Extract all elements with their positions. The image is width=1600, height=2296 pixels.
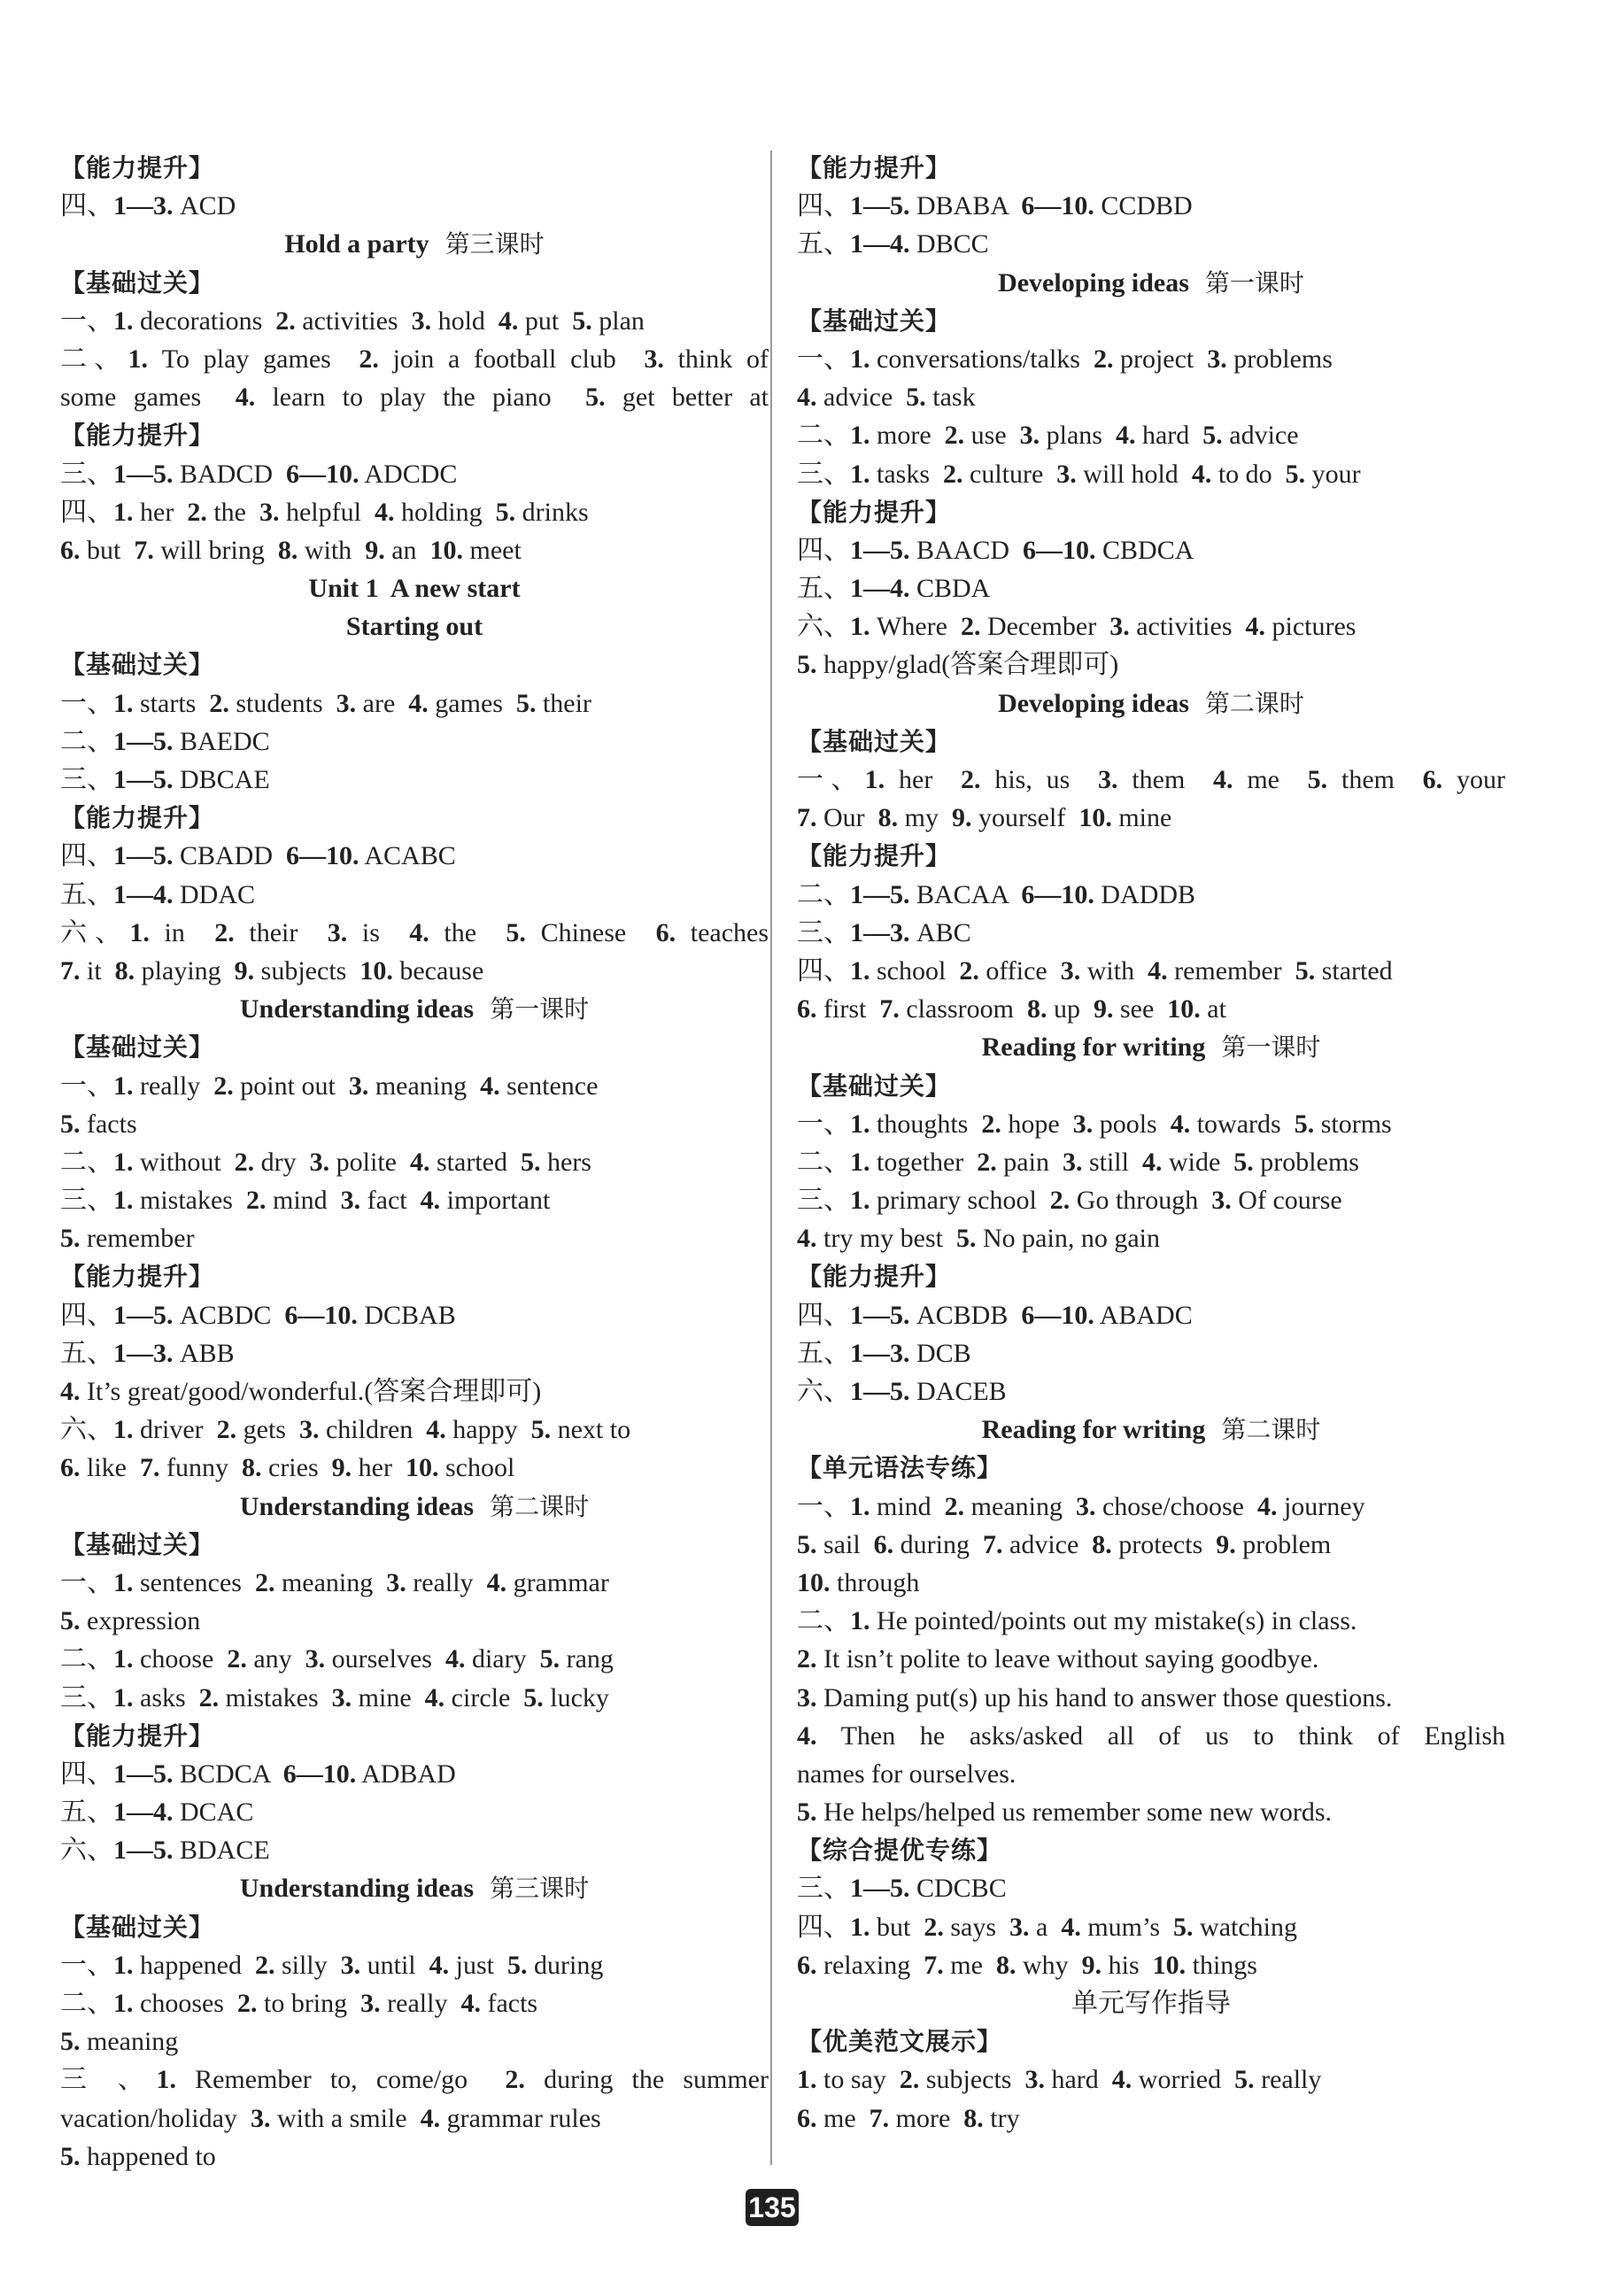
lesson-title-en: Starting out <box>345 612 483 642</box>
lesson-title-cn: 第二课时 <box>1221 1415 1321 1445</box>
lesson-title <box>797 1411 1505 1449</box>
answer-line: 6. but 7. will bring 8. with 9. an 10. meet <box>60 535 522 565</box>
answer-line: 六、1. Where 2. December 3. activities 4. pictures <box>797 612 1357 642</box>
lesson-title <box>60 1488 769 1526</box>
answer-line: 二、1. together 2. pain 3. still 4. wide 5. problems <box>797 1147 1359 1177</box>
section-heading: 【单元语法专练】 <box>797 1453 1003 1483</box>
section-heading: 【综合提优专练】 <box>797 1836 1003 1866</box>
answer-line: 2. It isn’t polite to leave without saying goodbye. <box>797 1644 1319 1674</box>
lesson-title-cn: 第三课时 <box>490 1874 590 1904</box>
answer-line: 7. it 8. playing 9. subjects 10. because <box>60 955 484 986</box>
lesson-title-cn: 第二课时 <box>490 1491 590 1521</box>
lesson-title-en: Unit 1 A new start <box>308 574 521 604</box>
section-heading: 【基础过关】 <box>60 1912 215 1942</box>
section-heading: 【能力提升】 <box>797 841 952 871</box>
lesson-title-en: 单元写作指导 <box>1071 1989 1231 2018</box>
answer-line: 一、1. sentences 2. meaning 3. really 4. grammar <box>60 1567 609 1597</box>
answer-line: 5. happened to <box>60 2141 216 2171</box>
answer-line: 三、1—5. BADCD 6—10. ADCDC <box>60 459 458 489</box>
lesson-title <box>60 569 769 607</box>
section-heading: 【基础过关】 <box>797 1071 952 1101</box>
lesson-title-cn: 第三课时 <box>444 229 545 259</box>
answer-line: 四、1. school 2. office 3. with 4. remember 5. started <box>797 955 1393 986</box>
answer-line: 二、1. To play games 2. join a football club 3. think of <box>60 344 769 374</box>
lesson-title-cn: 第一课时 <box>1204 267 1304 298</box>
answer-line: 二、1. He pointed/points out my mistake(s) in class. <box>797 1606 1357 1636</box>
answer-line: 5. sail 6. during 7. advice 8. protects 9. problem <box>797 1529 1332 1559</box>
lesson-title-en: Reading for writing <box>981 1415 1206 1445</box>
lesson-title-en: Understanding ideas <box>239 1491 475 1521</box>
lesson-title-en: Reading for writing <box>981 1032 1206 1063</box>
answer-line: 四、1—5. ACBDB 6—10. ABADC <box>797 1300 1193 1330</box>
answer-line: 二、1. choose 2. any 3. ourselves 4. diary 5. rang <box>60 1644 614 1674</box>
answer-line: 5. remember <box>60 1224 195 1254</box>
answer-line: 一、1. decorations 2. activities 3. hold 4. put 5. plan <box>60 305 645 336</box>
answer-line: 5. expression <box>60 1606 201 1636</box>
answer-line: 4. advice 5. task <box>797 383 976 413</box>
lesson-title-cn: 第一课时 <box>490 994 590 1024</box>
section-heading: 【基础过关】 <box>60 267 215 298</box>
answer-line: 一、1. happened 2. silly 3. until 4. just 5. during <box>60 1950 604 1980</box>
section-heading: 【能力提升】 <box>60 153 215 182</box>
section-heading: 【基础过关】 <box>60 1032 215 1063</box>
answer-line: 一、1. her 2. his, us 3. them 4. me 5. them 6. your <box>797 765 1505 794</box>
answer-line: 五、1—3. DCB <box>797 1338 971 1368</box>
answer-line: 五、1—4. CBDA <box>797 574 991 604</box>
lesson-title <box>60 607 769 646</box>
answer-line: 三 、1. Remember to, come/go 2. during the summer <box>60 2065 769 2095</box>
lesson-title <box>60 990 769 1028</box>
answer-line: 四、1—5. CBADD 6—10. ACABC <box>60 841 456 871</box>
answer-line: 6. relaxing 7. me 8. why 9. his 10. things <box>797 1950 1257 1980</box>
answer-line: 五、1—3. ABB <box>60 1338 235 1368</box>
answer-line: 一、1. mind 2. meaning 3. chose/choose 4. journey <box>797 1491 1365 1521</box>
lesson-title <box>60 225 769 263</box>
answer-line: 二、1. more 2. use 3. plans 4. hard 5. advice <box>797 421 1299 451</box>
section-heading: 【能力提升】 <box>60 1720 215 1751</box>
answer-line: 五、1—4. DBCC <box>797 229 989 259</box>
lesson-title-en: Understanding ideas <box>239 994 475 1024</box>
answer-line: 五、1—4. DDAC <box>60 879 256 909</box>
answer-line: names for ourselves. <box>797 1759 1016 1789</box>
answer-line: 四、1—5. ACBDC 6—10. DCBAB <box>60 1300 456 1330</box>
answer-line: 三、1—5. DBCAE <box>60 765 270 794</box>
answer-line: 6. me 7. more 8. try <box>797 2103 1020 2133</box>
section-heading: 【基础过关】 <box>60 650 215 680</box>
answer-line: 5. meaning <box>60 2027 179 2057</box>
section-heading: 【基础过关】 <box>797 726 952 756</box>
section-heading: 【能力提升】 <box>797 1262 952 1292</box>
lesson-title-en: Developing ideas <box>998 688 1189 718</box>
answer-line: 二、1. without 2. dry 3. polite 4. started 5. hers <box>60 1147 591 1177</box>
answer-line: 四、1—5. BAACD 6—10. CBDCA <box>797 535 1194 565</box>
answer-line: some games 4. learn to play the piano 5. get better at <box>60 383 769 413</box>
answer-line: 三、1. tasks 2. culture 3. will hold 4. to do 5. your <box>797 459 1361 489</box>
answer-line: 4. try my best 5. No pain, no gain <box>797 1224 1160 1254</box>
answer-line: 5. He helps/helped us remember some new words. <box>797 1797 1333 1828</box>
answer-line: 四、1. her 2. the 3. helpful 4. holding 5. drinks <box>60 497 589 527</box>
lesson-title <box>60 1869 769 1907</box>
right-column <box>797 149 1505 2138</box>
section-heading: 【能力提升】 <box>60 803 215 833</box>
answer-line: 一、1. conversations/talks 2. project 3. problems <box>797 344 1333 374</box>
answer-line: 6. first 7. classroom 8. up 9. see 10. at <box>797 994 1226 1024</box>
answer-line: 5. happy/glad(答案合理即可) <box>797 650 1119 680</box>
answer-line: vacation/holiday 3. with a smile 4. grammar rules <box>60 2103 601 2133</box>
answer-line: 4. It’s great/good/wonderful.(答案合理即可) <box>60 1377 542 1406</box>
answer-line: 6. like 7. funny 8. cries 9. her 10. school <box>60 1453 515 1483</box>
answer-line: 10. through <box>797 1567 920 1597</box>
answer-line: 二、1. chooses 2. to bring 3. really 4. facts <box>60 1989 538 2018</box>
answer-line: 四、1—5. DBABA 6—10. CCDBD <box>797 191 1193 221</box>
answer-line: 一、1. starts 2. students 3. are 4. games 5. their <box>60 688 591 718</box>
answer-line: 7. Our 8. my 9. yourself 10. mine <box>797 803 1172 833</box>
lesson-title-cn: 第一课时 <box>1221 1032 1321 1063</box>
section-heading: 【基础过关】 <box>797 305 952 336</box>
column-divider <box>770 151 772 2165</box>
answer-line: 六、1—5. BDACE <box>60 1836 270 1866</box>
answer-line: 二、1—5. BACAA 6—10. DADDB <box>797 879 1196 909</box>
left-column <box>60 149 769 2176</box>
section-heading: 【能力提升】 <box>797 497 952 527</box>
answer-line: 一、1. really 2. point out 3. meaning 4. sentence <box>60 1071 599 1101</box>
answer-line: 六、1—5. DACEB <box>797 1377 1007 1406</box>
lesson-title <box>797 1984 1505 2022</box>
answer-line: 四、1. but 2. says 3. a 4. mum’s 5. watching <box>797 1912 1297 1942</box>
section-heading: 【能力提升】 <box>797 153 952 182</box>
lesson-title <box>797 684 1505 723</box>
answer-line: 5. facts <box>60 1109 137 1139</box>
answer-line: 四、1—5. BCDCA 6—10. ADBAD <box>60 1759 456 1789</box>
lesson-title-en: Understanding ideas <box>239 1874 475 1904</box>
section-heading: 【能力提升】 <box>60 421 215 451</box>
section-heading: 【基础过关】 <box>60 1529 215 1559</box>
answer-line: 二、1—5. BAEDC <box>60 726 270 756</box>
answer-line: 六、1. in 2. their 3. is 4. the 5. Chinese 6. teaches <box>60 917 769 947</box>
answer-line: 一、1. thoughts 2. hope 3. pools 4. towards 5. storms <box>797 1109 1392 1139</box>
answer-line: 三、1. asks 2. mistakes 3. mine 4. circle 5. lucky <box>60 1682 609 1712</box>
page-number: 135 <box>746 2189 799 2226</box>
answer-line: 五、1—4. DCAC <box>60 1797 254 1828</box>
answer-line: 3. Daming put(s) up his hand to answer those questions. <box>797 1682 1393 1712</box>
lesson-title-en: Developing ideas <box>998 267 1189 298</box>
lesson-title <box>797 1028 1505 1066</box>
answer-line: 三、1. primary school 2. Go through 3. Of course <box>797 1186 1342 1216</box>
answer-line: 三、1—5. CDCBC <box>797 1874 1007 1904</box>
answer-line: 4. Then he asks/asked all of us to think of English <box>797 1720 1505 1751</box>
answer-line: 三、1—3. ABC <box>797 917 971 947</box>
answer-line: 三、1. mistakes 2. mind 3. fact 4. important <box>60 1186 551 1216</box>
answer-line: 1. to say 2. subjects 3. hard 4. worried 5. really <box>797 2065 1322 2095</box>
answer-line: 六、1. driver 2. gets 3. children 4. happy 5. next to <box>60 1415 631 1445</box>
lesson-title-en: Hold a party <box>284 229 429 259</box>
lesson-title <box>797 264 1505 302</box>
lesson-title-cn: 第二课时 <box>1204 688 1304 718</box>
section-heading: 【能力提升】 <box>60 1262 215 1292</box>
section-heading: 【优美范文展示】 <box>797 2027 1003 2057</box>
answer-line: 四、1—3. ACD <box>60 191 236 221</box>
